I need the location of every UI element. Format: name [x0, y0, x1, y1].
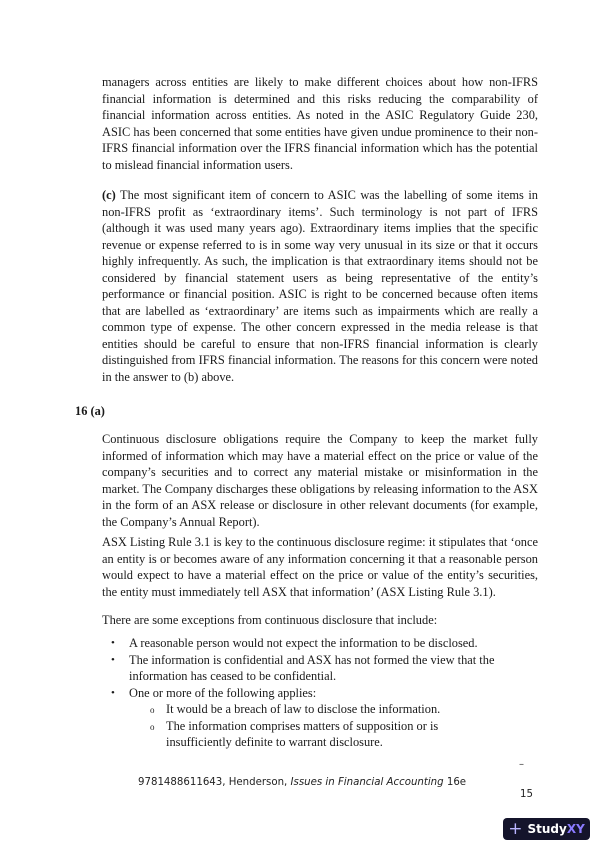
watermark-text: Study [527, 822, 567, 836]
sub-list-item: o It would be a breach of law to disclose the information. [102, 701, 506, 718]
part-c-text: The most significant item of concern to ASIC was the labelling of some items in non-IFRS profit as ‘extraordinary items’. Such terminology is not part of IFRS (although it was used many years ago). Extraordinary items implies that the specific revenue or expense referred to is in some way very unusual in its size or that it occurs highly infrequently. As such, the implication is that extraordinary items should not be considered by financial statement users as being representative of the entity’s performance or financial position. ASIC is right to be concerned because often items that are labelled as ‘extraordinary’ are items such as impairments which are really a common type of expense. The other concern expressed in the media release is that entities should be careful to ensure that non-IFRS financial information is clearly distinguished from IFRS financial information. The reasons for this concern were noted in the answer to (b) above. [102, 188, 538, 384]
question-heading: 16 (a) [75, 404, 105, 418]
page-number: 15 [520, 789, 533, 800]
continuation-paragraph: managers across entities are likely to make different choices about how non-IFRS financial information is determined and this risks reducing the comparability of financial information across entities. As noted in the ASIC Regulatory Guide 230, ASIC has been concerned that some entities have given undue prominence to their non-IFRS financial information over the IFRS financial information which has the potential to mislead financial information users. [102, 75, 538, 172]
bullet-icon: • [111, 653, 115, 666]
listing-rule-paragraph: ASX Listing Rule 3.1 is key to the continuous disclosure regime: it stipulates that ‘once an entity is or becomes aware of any information concerning it that a reasonable person would expect to have a material effect on the price or value of the entity’s securities, the entity must immediately tell ASX that information’ (ASX Listing Rule 3.1). [102, 535, 538, 599]
sub-list-item: o The information comprises matters of supposition or is insufficiently definite to warrant disclosure. [150, 718, 439, 749]
circle-bullet-icon: o [150, 705, 155, 715]
studyxy-watermark-button[interactable] [503, 818, 590, 840]
bullet-icon: • [111, 686, 115, 699]
bullet-icon: • [111, 637, 115, 649]
exceptions-list [102, 635, 542, 751]
circle-bullet-icon: o [150, 721, 155, 732]
list-item: • One or more of the following applies: [111, 685, 317, 700]
watermark-accent-text: XY [566, 822, 585, 836]
part-c-label: (c) [102, 188, 116, 202]
footer-dash: – [519, 759, 524, 770]
book-title: Issues in Financial Accounting [290, 777, 444, 788]
plus-icon: + [508, 818, 523, 839]
footer-citation: 9781488611643, Henderson, Issues in Financial Accounting 16e [138, 777, 467, 788]
list-item: • A reasonable person would not expect the information to be disclosed. [111, 636, 478, 650]
exceptions-intro: There are some exceptions from continuous disclosure that include: [102, 613, 438, 627]
continuous-disclosure-paragraph: Continuous disclosure obligations require the Company to keep the market fully informed of information which may have a material effect on the price or value of the company’s securities and to correct any material mistake or misinformation in the market. The Company discharges these obligations by releasing information to the ASX in the form of an ASX release or disclosure in other relevant documents (for example, the Company’s Annual Report). [102, 432, 538, 529]
list-item: • The information is confidential and ASX has not formed the view that the information has ceased to be confidential. [111, 652, 495, 683]
part-c-paragraph [102, 187, 538, 385]
